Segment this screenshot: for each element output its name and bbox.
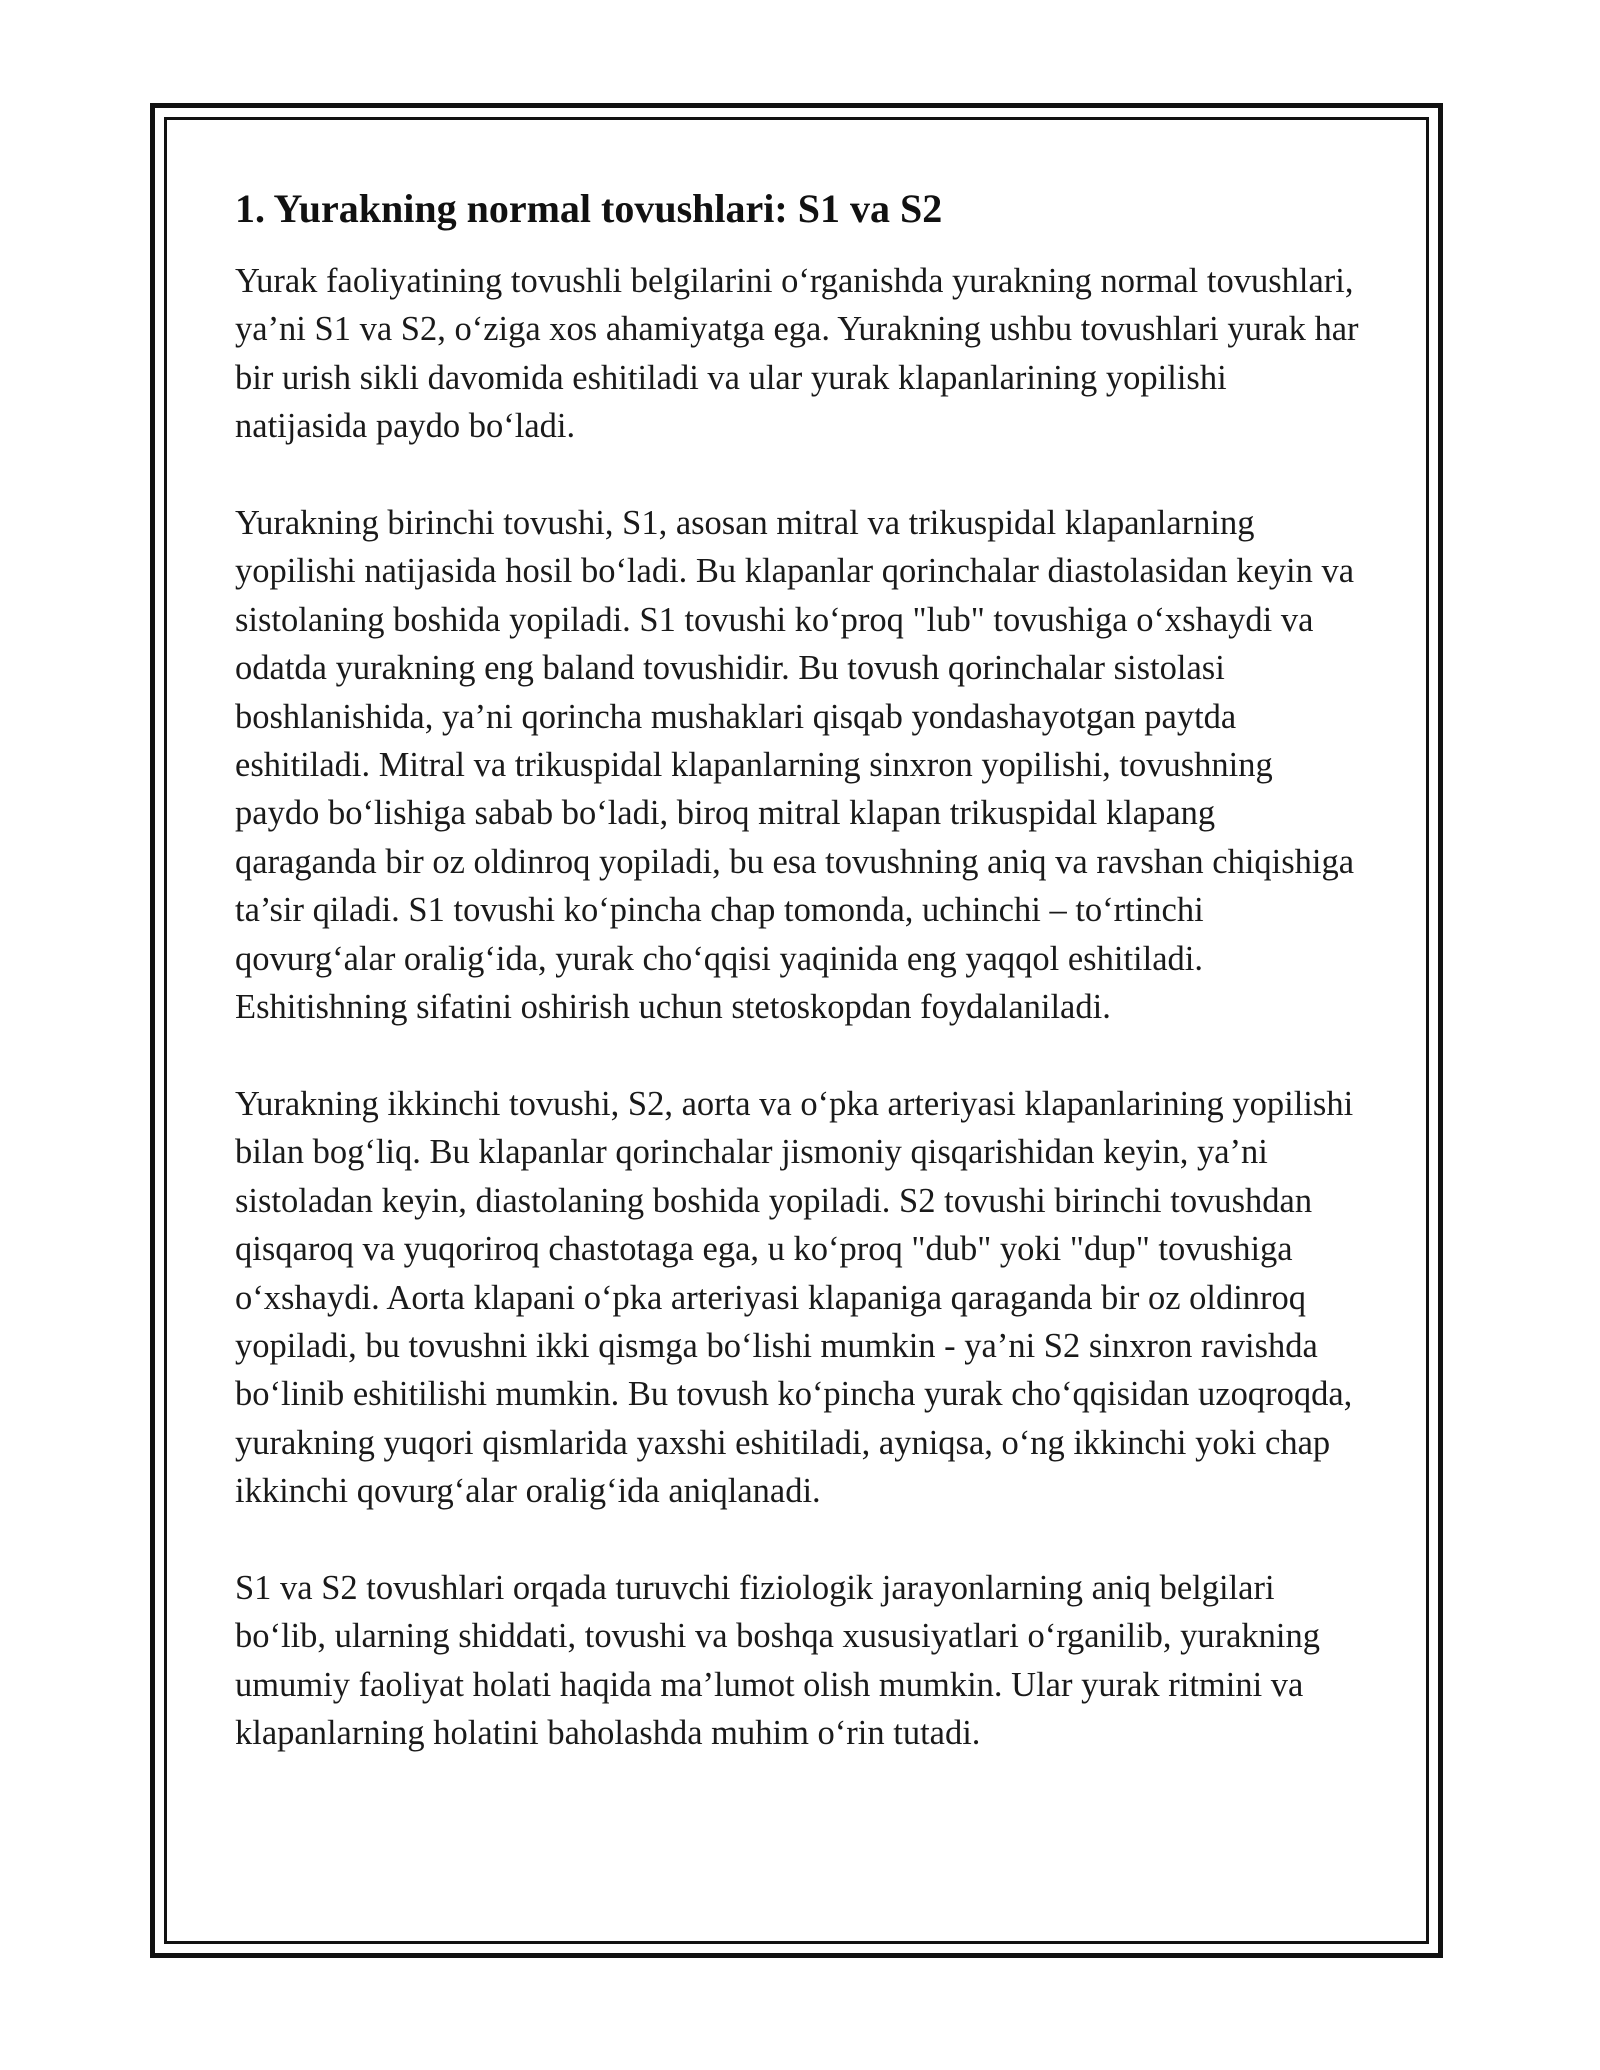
paragraph-intro: Yurak faoliyatining tovushli belgilarini o‘rganishda yurakning normal tovushlari, ya’ni S1 va S2, o‘ziga xos ahamiyatga ega. Yurakning ushbu tovushlari yurak har bir urish sikli davomida eshitiladi va ular yurak klapanlarining yopilishi natijasida paydo bo‘ladi. [235,262,1359,446]
section-heading: 1. Yurakning normal tovushlari: S1 va S2 [235,186,943,231]
paragraph-s2: Yurakning ikkinchi tovushi, S2, aorta va o‘pka arteriyasi klapanlarining yopilishi bilan bog‘liq. Bu klapanlar qorinchalar jismoniy qisqarishidan keyin, ya’ni sistoladan keyin, diastolaning boshida yopiladi. S2 tovushi birinchi tovushdan qisqaroq va yuqoriroq chastotaga ega, u ko‘proq "dub" yoki "dup" tovushiga o‘xshaydi. Aorta klapani o‘pka arteriyasi klapaniga qaraganda bir oz oldinroq yopiladi, bu tovushni ikki qismga bo‘lishi mumkin - ya’ni S2 sinxron ravishda bo‘linib eshitilishi mumkin. Bu tovush ko‘pincha yurak cho‘qqisidan uzoqroqda, yurakning yuqori qismlarida yaxshi eshitiladi, ayniqsa, o‘ng ikkinchi yoki chap ikkinchi qovurg‘alar oralig‘ida aniqlanadi. [235,1084,1354,1511]
paragraph-s1: Yurakning birinchi tovushi, S1, asosan mitral va trikuspidal klapanlarning yopilishi natijasida hosil bo‘ladi. Bu klapanlar qorinchalar diastolasidan keyin va sistolaning boshida yopiladi. S1 tovushi ko‘proq "lub" tovushiga o‘xshaydi va odatda yurakning eng baland tovushidir. Bu tovush qorinchalar sistolasi boshlanishida, ya’ni qorincha mushaklari qisqab yondashayotgan paytda eshitiladi. Mitral va trikuspidal klapanlarning sinxron yopilishi, tovushning paydo bo‘lishiga sabab bo‘ladi, biroq mitral klapan trikuspidal klapang qaraganda bir oz oldinroq yopiladi, bu esa tovushning aniq va ravshan chiqishiga ta’sir qiladi. S1 tovushi ko‘pincha chap tomonda, uchinchi – to‘rtinchi qovurg‘alar oralig‘ida, yurak cho‘qqisi yaqinida eng yaqqol eshitiladi. Eshitishning sifatini oshirish uchun stetoskopdan foydalaniladi. [235,504,1355,1027]
paragraph-conclusion: S1 va S2 tovushlari orqada turuvchi fiziologik jarayonlarning aniq belgilari bo‘lib, ularning shiddati, tovushi va boshqa xususiyatlari o‘rganilib, yurakning umumiy faoliyat holati haqida ma’lumot olish mumkin. Ular yurak ritmini va klapanlarning holatini baholashda muhim o‘rin tutadi. [235,1568,1321,1753]
document-body [235,185,1365,1758]
